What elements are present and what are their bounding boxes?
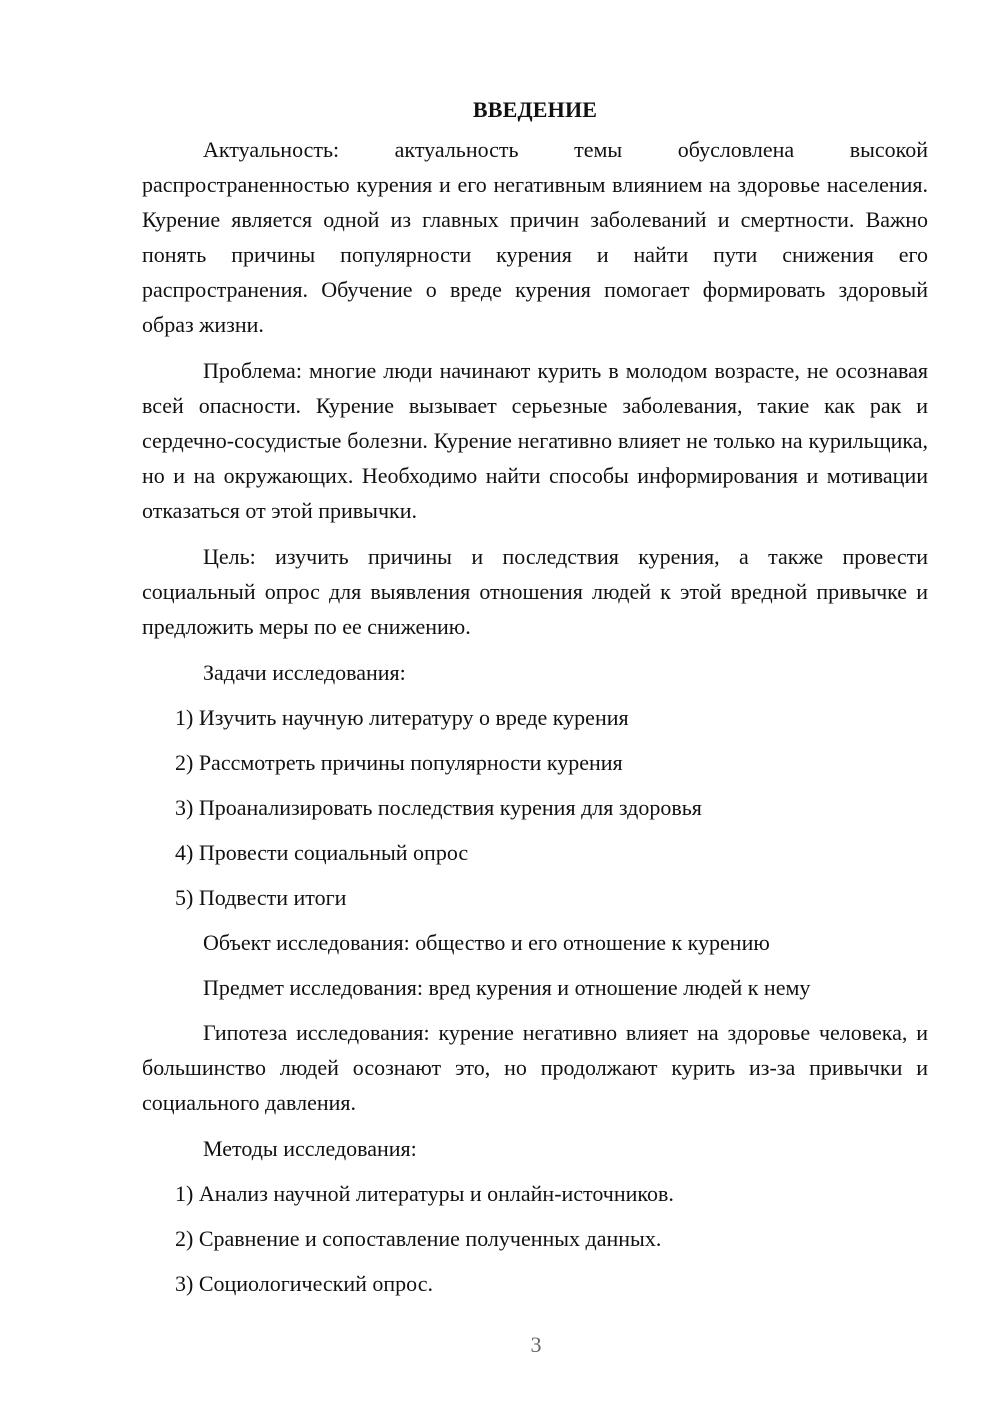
- research-subject: Предмет исследования: вред курения и отношение людей к нему: [203, 975, 811, 1000]
- document-page: [142, 92, 928, 1311]
- method-item-1: 1) Анализ научной литературы и онлайн-источников.: [175, 1181, 674, 1206]
- page-number: 3: [530, 1332, 542, 1357]
- paragraph-hypothesis: Гипотеза исследования: курение негативно влияет на здоровье человека, и большинство людей осознают это, но продолжают курить из-за привычки и социального давления.: [142, 1020, 928, 1115]
- task-item-1: 1) Изучить научную литературу о вреде курения: [175, 705, 629, 730]
- methods-heading: Методы исследования:: [203, 1136, 417, 1161]
- paragraph-goal: Цель: изучить причины и последствия курения, а также провести социальный опрос для выявления отношения людей к этой вредной привычке и предложить меры по ее снижению.: [142, 544, 928, 639]
- task-item-3: 3) Проанализировать последствия курения для здоровья: [175, 795, 702, 820]
- task-item-5: 5) Подвести итоги: [175, 885, 347, 910]
- page-title: ВВЕДЕНИЕ: [472, 97, 598, 122]
- task-item-4: 4) Провести социальный опрос: [175, 840, 469, 865]
- paragraph-problem: Проблема: многие люди начинают курить в молодом возрасте, не осознавая всей опасности. Курение вызывает серьезные заболевания, такие как рак и сердечно-сосудистые болезни. Курение негативно влияет не только на курильщика, но и на окружающих. Необходимо найти способы информирования и мотивации отказаться от этой привычки.: [142, 358, 928, 523]
- method-item-2: 2) Сравнение и сопоставление полученных данных.: [175, 1226, 662, 1251]
- method-item-3: 3) Социологический опрос.: [175, 1271, 433, 1296]
- paragraph-relevance: Актуальность: актуальность темы обусловлена высокой распространенностью курения и его негативным влиянием на здоровье населения. Курение является одной из главных причин заболеваний и смертности. Важно понять причины популярности курения и найти пути снижения его распространения. Обучение о вреде курения помогает формировать здоровый образ жизни.: [142, 137, 928, 337]
- tasks-heading: Задачи исследования:: [203, 660, 406, 685]
- task-item-2: 2) Рассмотреть причины популярности курения: [175, 750, 623, 775]
- research-object: Объект исследования: общество и его отношение к курению: [203, 930, 770, 955]
